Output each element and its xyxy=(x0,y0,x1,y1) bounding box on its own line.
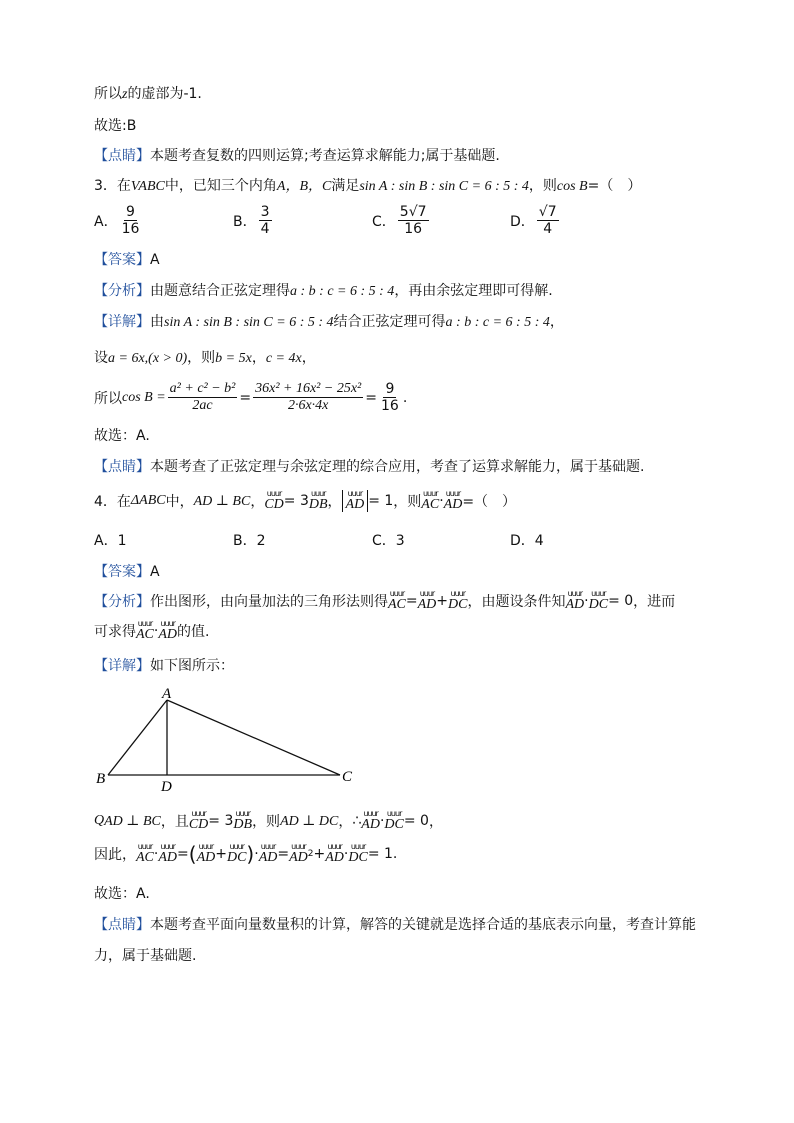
vector-db: uuur DB xyxy=(308,489,328,512)
vector-ad: uuur AD xyxy=(443,489,463,512)
label-c: C xyxy=(342,769,353,785)
label-d: D xyxy=(161,779,172,795)
q4-option-a: A．1 xyxy=(94,533,127,549)
q4-option-b: B．2 xyxy=(233,533,266,549)
label-b: B xyxy=(96,771,106,787)
q4-remark-line2: 力，属于基础题. xyxy=(94,948,197,964)
q4-option-c: C．3 xyxy=(372,533,405,549)
label-a: A xyxy=(162,686,172,702)
q4-step1: Q AD ⊥ BC ，且 uuur CD = 3 uuur DB ，则 AD ⊥ DC ， ∴ uuur AD · uuur DC = 0 ， xyxy=(94,809,443,832)
vector-ad: uuur AD xyxy=(345,489,365,512)
q3-stem: 3．在VABC中，已知三个内角A，B，C满足sin A : sin B : sin C = 6 : 5 : 4，则cos B=（ ） xyxy=(94,178,642,194)
q4-option-d: D．4 xyxy=(510,533,544,549)
vector-ac: uuur AC xyxy=(421,489,440,512)
q3-remark: 【点睛】本题考查了正弦定理与余弦定理的综合应用，考查了运算求解能力，属于基础题. xyxy=(94,459,645,475)
q3-analysis: 【分析】由题意结合正弦定理得a : b : c = 6 : 5 : 4，再由余弦定理即可得解. xyxy=(94,283,553,299)
q3-cosine-computation: 所以 cos B = $\frac{\text{a² + c² − b²}}{2ac}$ = $\frac{\text{36x² + 16x² − 25x²}}{2\cdot 6x\cdot 4x}$ = $\frac{9}{16}$ . xyxy=(94,381,408,414)
side-ac xyxy=(167,700,340,775)
line-choose-b: 故选:B xyxy=(94,118,137,134)
q4-step2: 因此， uuur AC · uuur AD = ( uuur AD + uuur DC ) · uuur AD = uuur AD 2 + uuur AD · uuur DC = 1. xyxy=(94,842,398,866)
q3-option-c: C． $\frac{5√7}{16}$ xyxy=(372,204,427,237)
tag-remark: 【点睛】 xyxy=(94,148,150,164)
q4-stem: 4．在 ΔABC 中， AD ⊥ BC ， uuur CD = 3 uuur DB ， uuur AD = 1 ，则 uuur AC · uuur AD =（ ） xyxy=(94,489,517,512)
triangle-figure xyxy=(90,684,370,796)
q4-answer: 【答案】A xyxy=(94,564,160,580)
q4-detail: 【详解】如下图所示： xyxy=(94,658,234,674)
q4-choose: 故选：A. xyxy=(94,886,150,902)
q4-analysis-line1: 【分析】 作出图形，由向量加法的三角形法则得 uuur AC = uuur AD + uuur DC ，由题设条件知 uuur AD · uuur DC = 0 ，进而 xyxy=(94,589,676,612)
q3-detail: 【详解】由sin A : sin B : sin C = 6 : 5 : 4结合正弦定理可得a : b : c = 6 : 5 : 4， xyxy=(94,314,564,330)
line-remark-q2: 【点睛】本题考查复数的四则运算;考查运算求解能力;属于基础题. xyxy=(94,148,500,164)
side-ab xyxy=(108,700,167,775)
q3-answer: 【答案】A xyxy=(94,252,160,268)
q3-choose: 故选：A. xyxy=(94,428,150,444)
q3-option-d: D． $\frac{√7}{4}$ xyxy=(510,204,557,237)
q3-option-a: A． $\frac{9}{16}$ xyxy=(94,204,140,237)
vector-cd: uuur CD xyxy=(264,489,284,512)
q4-remark-line1: 【点睛】本题考查平面向量数量积的计算，解答的关键就是选择合适的基底表示向量，考查计算能 xyxy=(94,917,696,933)
q3-set-variables: 设a = 6x,(x > 0)，则b = 5x，c = 4x， xyxy=(94,350,316,366)
line-imaginary-part: 所以z的虚部为-1. xyxy=(94,86,202,102)
q3-option-b: B． $\frac{3}{4}$ xyxy=(233,204,270,237)
q4-analysis-line2: 可求得 uuur AC · uuur AD 的值. xyxy=(94,619,210,642)
